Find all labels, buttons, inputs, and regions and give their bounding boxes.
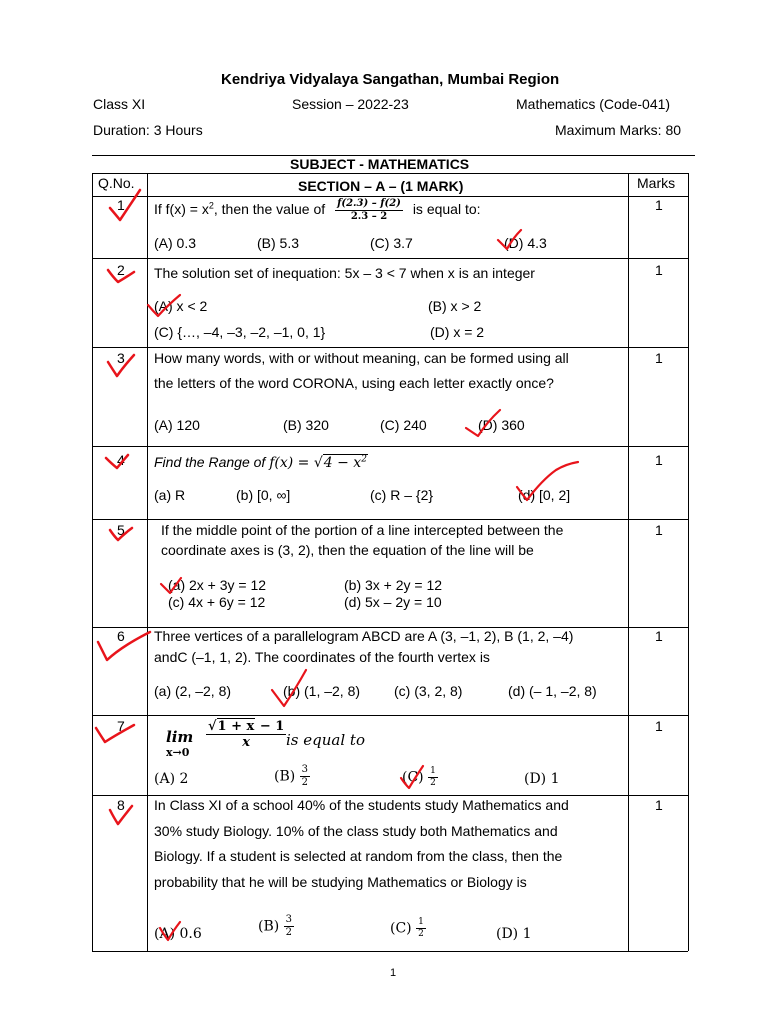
question-number: 1 [117, 197, 125, 213]
question-text-line-1: In Class XI of a school 40% of the students study Mathematics and [154, 797, 569, 813]
question-marks: 1 [655, 718, 663, 734]
question-text-line-2: the letters of the word CORONA, using each letter exactly once? [154, 375, 554, 391]
question-number: 7 [117, 718, 125, 734]
question-text: Find the Range of $f(x) = √4 - x^2$ [154, 454, 367, 471]
question-marks: 1 [655, 452, 663, 468]
option-a: (a) (2, –2, 8) [154, 683, 232, 699]
max-marks-label: Maximum Marks: 80 [555, 122, 682, 138]
marks-column-header: Marks [637, 175, 676, 191]
option-b: (B) $\frac{3}{2}$ [258, 914, 293, 938]
option-b: (B) x > 2 [428, 298, 482, 314]
tick-mark-q7 [96, 725, 134, 742]
question-text-line-2: coordinate axes is (3, 2), then the equation of the line will be [161, 542, 534, 558]
option-b: (b) 3x + 2y = 12 [344, 577, 443, 593]
question-number: 4 [117, 452, 125, 468]
option-d: (D) x = 2 [430, 324, 485, 340]
question-text-line-2: 30% study Biology. 10% of the class study both Mathematics and [154, 823, 558, 839]
option-a: (A) 120 [154, 417, 200, 433]
option-c: (C) $\frac{1}{2}$ [390, 917, 424, 939]
option-c: (C) 3.7 [370, 235, 413, 251]
option-c: (c) R – {2} [370, 487, 434, 503]
option-c: (c) 4x + 6y = 12 [168, 594, 266, 610]
option-b: (b) [0, ∞] [236, 487, 291, 503]
question-number: 2 [117, 262, 125, 278]
option-d: (d) [0, 2] [518, 487, 571, 503]
option-c: (c) (3, 2, 8) [394, 683, 463, 699]
page-number: 1 [390, 967, 397, 979]
limit-symbol: lim [166, 728, 194, 746]
option-c: (C) 240 [380, 417, 427, 433]
question-text-line-2: andC (–1, 1, 2). The coordinates of the fourth vertex is [154, 649, 490, 665]
question-number: 8 [117, 797, 125, 813]
option-c: (C) {…, –4, –3, –2, –1, 0, 1} [154, 324, 326, 340]
section-title: SECTION – A – (1 MARK) [298, 178, 464, 194]
question-text-line-1: How many words, with or without meaning, can be formed using all [154, 350, 569, 366]
option-a: (a) R [154, 487, 186, 503]
option-d: (d) 5x – 2y = 10 [344, 594, 442, 610]
option-b: (b) (1, –2, 8) [283, 683, 361, 699]
fraction: $\frac{f(2.3) - f(2)}{2.3 - 2}$ [337, 198, 401, 222]
qno-column-header: Q.No. [98, 175, 135, 191]
option-d: (d) (– 1, –2, 8) [508, 683, 597, 699]
question-marks: 1 [655, 350, 663, 366]
option-b: (B) 5.3 [257, 235, 300, 251]
question-marks: 1 [655, 262, 663, 278]
question-marks: 1 [655, 797, 663, 813]
question-marks: 1 [655, 522, 663, 538]
option-d: (D) 1 [524, 771, 560, 787]
option-d: (D) 1 [496, 926, 532, 942]
option-a: (A) 0.6 [154, 926, 202, 942]
document-title: Kendriya Vidyalaya Sangathan, Mumbai Region [221, 71, 560, 88]
question-marks: 1 [655, 197, 663, 213]
option-a: (A) x < 2 [154, 298, 208, 314]
class-label: Class XI [93, 96, 146, 112]
question-text: If $f(x) = x^2$, then the value of $\frac{f(2.3) - f(2)}{2.3 - 2}$ is equal to: [154, 198, 481, 222]
option-a: (A) 0.3 [154, 235, 197, 251]
duration-label: Duration: 3 Hours [93, 122, 203, 138]
question-text-line-4: probability that he will be studying Mathematics or Biology is [154, 874, 527, 890]
limit-subscript: x→0 [166, 746, 190, 759]
option-c: (C) $\frac{1}{2}$ [402, 766, 436, 788]
question-text-line-3: Biology. If a student is selected at random from the class, then the [154, 848, 563, 864]
option-a: (A) 2 [154, 771, 189, 787]
option-d: (D) 4.3 [504, 235, 547, 251]
question-text: is equal to [286, 731, 365, 749]
question-text-line-1: Three vertices of a parallelogram ABCD are A (3, –1, 2), B (1, 2, –4) [154, 628, 574, 644]
subject-title: SUBJECT - MATHEMATICS [290, 156, 470, 172]
option-d: (D) 360 [478, 417, 525, 433]
subject-code-label: Mathematics (Code-041) [516, 96, 671, 112]
question-number: 5 [117, 522, 125, 538]
question-text-line-1: If the middle point of the portion of a line intercepted between the [161, 522, 564, 538]
question-marks: 1 [655, 628, 663, 644]
option-b: (B) $\frac{3}{2}$ [274, 764, 309, 788]
question-number: 3 [117, 350, 125, 366]
option-b: (B) 320 [283, 417, 329, 433]
question-text: The solution set of inequation: 5x – 3 < 7 when x is an integer [154, 265, 535, 281]
question-number: 6 [117, 628, 125, 644]
tick-mark-q1 [110, 190, 140, 220]
session-label: Session – 2022-23 [292, 96, 409, 112]
limit-fraction: $\frac{√1 + x - 1}{x}$ [208, 719, 285, 750]
option-a: (a) 2x + 3y = 12 [168, 577, 267, 593]
